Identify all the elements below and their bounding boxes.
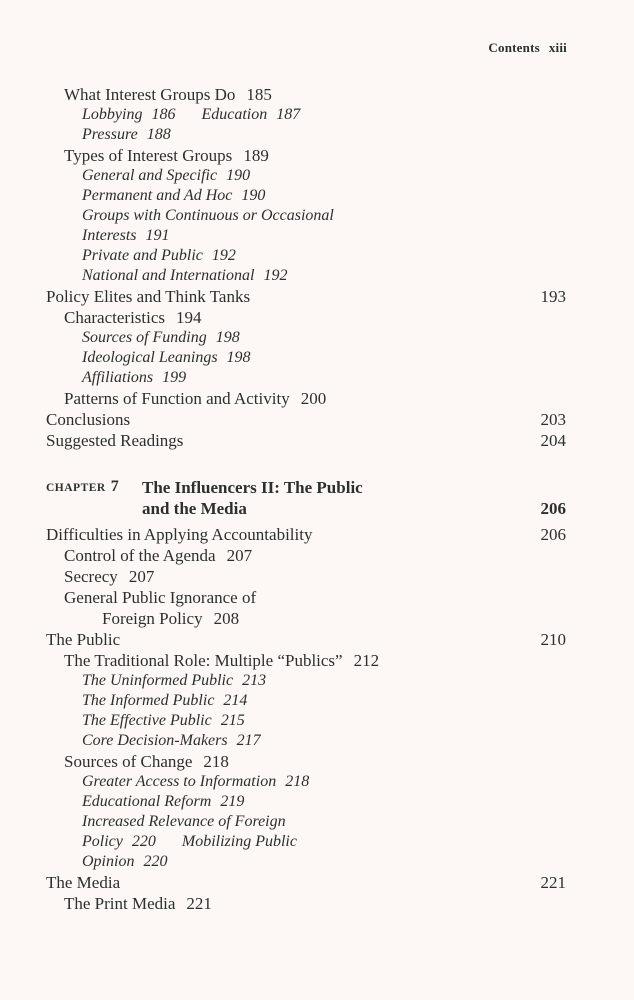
- toc-entry-page-number: 215: [220, 712, 245, 729]
- chapter-page-number: 206: [540, 499, 566, 518]
- toc-entry[interactable]: [46, 409, 566, 430]
- toc-entry-page-number: 194: [176, 308, 202, 327]
- toc-entry-title: The Media: [46, 873, 121, 892]
- toc-entry-title: Opinion: [82, 853, 135, 870]
- toc-entry[interactable]: [46, 105, 566, 125]
- toc-entry[interactable]: [46, 566, 566, 587]
- toc-entry-page-number: 218: [203, 752, 229, 771]
- toc-entry-page-number: 220: [143, 853, 168, 870]
- toc-entry-page-number: 185: [246, 85, 272, 104]
- toc-entry[interactable]: [46, 368, 566, 388]
- chapter-tag: [46, 478, 119, 496]
- toc-entry[interactable]: [46, 772, 566, 792]
- toc-entry-page-number: 188: [146, 126, 171, 143]
- toc-entry-title: Suggested Readings: [46, 431, 184, 450]
- toc-entry[interactable]: [46, 792, 566, 812]
- toc-entry-page-number: 213: [242, 672, 267, 689]
- toc-entry-page-number: 207: [128, 567, 155, 586]
- toc-entry[interactable]: [46, 166, 566, 186]
- toc-entry-title: Educational Reform: [82, 793, 212, 810]
- toc-entry-title: The Informed Public: [82, 692, 215, 709]
- chapter-heading[interactable]: [46, 477, 566, 519]
- toc-entry-title: Foreign Policy: [102, 609, 203, 628]
- toc-entry[interactable]: [46, 388, 566, 409]
- running-head-label: Contents: [488, 40, 540, 55]
- toc-entry-title: Private and Public: [82, 247, 203, 264]
- toc-entry-page-number: 204: [540, 431, 566, 450]
- toc-entry[interactable]: [46, 608, 566, 629]
- toc-entry[interactable]: [46, 286, 566, 307]
- toc-entry-page-number: 212: [353, 651, 380, 670]
- toc-entry[interactable]: [46, 893, 566, 914]
- toc-entry[interactable]: [46, 266, 566, 286]
- toc-entry[interactable]: [46, 731, 566, 751]
- toc-entry-title: Sources of Funding: [82, 329, 207, 346]
- toc-entry-title: The Effective Public: [82, 712, 212, 729]
- toc-entry-title: General Public Ignorance of: [64, 588, 257, 607]
- chapter-title: [46, 477, 566, 519]
- toc-entry-page-number: 208: [213, 609, 240, 628]
- toc-entry-title: Increased Relevance of Foreign: [82, 813, 286, 830]
- chapter-label: CHAPTER: [46, 482, 106, 494]
- toc-entry-runin-page-number: 187: [276, 106, 301, 123]
- toc-entry-title: Ideological Leanings: [82, 349, 218, 366]
- toc-entry-page-number: 210: [540, 630, 566, 649]
- toc-entry-page-number: 207: [226, 546, 253, 565]
- toc-entry[interactable]: [46, 348, 566, 368]
- toc-entry[interactable]: [46, 852, 566, 872]
- toc-entry-title: Permanent and Ad Hoc: [82, 187, 233, 204]
- toc-entry-page-number: 190: [226, 167, 251, 184]
- toc-entry[interactable]: [46, 545, 566, 566]
- toc-entry[interactable]: [46, 691, 566, 711]
- toc-entry-page-number: 192: [211, 247, 236, 264]
- toc-entry-list-before-chapter: [46, 84, 566, 451]
- chapter-title-line-1: The Influencers II: The Public: [142, 478, 363, 497]
- toc-entry-page-number: 198: [226, 349, 251, 366]
- toc-entry[interactable]: [46, 84, 566, 105]
- toc-entry-page-number: 193: [540, 287, 566, 306]
- toc-entry-title: Lobbying: [82, 106, 143, 123]
- toc-entry-title: Sources of Change: [64, 752, 193, 771]
- toc-entry-title: National and International: [82, 267, 255, 284]
- toc-entry-page-number: 219: [220, 793, 245, 810]
- toc-entry[interactable]: [46, 872, 566, 893]
- toc-entry-page-number: 220: [131, 833, 156, 850]
- toc-entry[interactable]: [46, 328, 566, 348]
- toc-entry-title: Greater Access to Information: [82, 773, 277, 790]
- running-head-page: xiii: [548, 40, 567, 55]
- toc-entry-page-number: 198: [215, 329, 240, 346]
- toc-entry-title: Affiliations: [82, 369, 154, 386]
- toc-entry-runin-title: Education: [201, 106, 268, 123]
- toc-entry[interactable]: [46, 307, 566, 328]
- toc-entry-title: Control of the Agenda: [64, 546, 216, 565]
- toc-entry-page-number: 214: [223, 692, 248, 709]
- toc-entry[interactable]: [46, 430, 566, 451]
- table-of-contents: [46, 84, 566, 914]
- chapter-number: 7: [110, 478, 119, 495]
- toc-entry-title: What Interest Groups Do: [64, 85, 236, 104]
- toc-entry[interactable]: [46, 524, 566, 545]
- toc-entry-page-number: 217: [236, 732, 261, 749]
- toc-entry-title: Pressure: [82, 126, 138, 143]
- toc-entry-page-number: 191: [145, 227, 170, 244]
- toc-entry-title: Policy: [82, 833, 123, 850]
- toc-entry-title: Conclusions: [46, 410, 131, 429]
- toc-entry-page-number: 200: [300, 389, 327, 408]
- toc-entry-page-number: 221: [186, 894, 212, 913]
- toc-entry[interactable]: [46, 206, 566, 226]
- toc-entry[interactable]: [46, 751, 566, 772]
- toc-entry[interactable]: [46, 226, 566, 246]
- toc-entry-page-number: 199: [162, 369, 187, 386]
- toc-entry-page-number: 203: [540, 410, 566, 429]
- toc-entry-title: Core Decision-Makers: [82, 732, 228, 749]
- toc-entry-page-number: 221: [540, 873, 566, 892]
- toc-entry[interactable]: [46, 246, 566, 266]
- toc-entry-title: Difficulties in Applying Accountability: [46, 525, 313, 544]
- toc-entry-page-number: 218: [285, 773, 310, 790]
- chapter-title-line-2: and the Media: [142, 499, 247, 518]
- toc-entry[interactable]: [46, 671, 566, 691]
- toc-entry-list-after-chapter: [46, 524, 566, 914]
- toc-entry-title: Characteristics: [64, 308, 166, 327]
- toc-entry-runin-title: Mobilizing Public: [181, 833, 297, 850]
- toc-entry-title: The Uninformed Public: [82, 672, 234, 689]
- toc-entry[interactable]: [46, 186, 566, 206]
- toc-entry-title: Types of Interest Groups: [64, 146, 233, 165]
- toc-entry[interactable]: [46, 812, 566, 832]
- toc-entry-title: Interests: [82, 227, 137, 244]
- toc-entry-title: Groups with Continuous or Occasional: [82, 207, 334, 224]
- toc-entry-title: General and Specific: [82, 167, 218, 184]
- toc-entry-title: Patterns of Function and Activity: [64, 389, 290, 408]
- toc-entry-title: The Print Media: [64, 894, 176, 913]
- toc-entry-page-number: 206: [540, 525, 566, 544]
- toc-entry-page-number: 186: [151, 106, 176, 123]
- toc-entry-title: Secrecy: [64, 567, 118, 586]
- toc-entry[interactable]: [46, 650, 566, 671]
- toc-entry-title: The Traditional Role: Multiple “Publics”: [64, 651, 343, 670]
- toc-entry[interactable]: [46, 125, 566, 145]
- toc-entry-page-number: 192: [263, 267, 288, 284]
- toc-entry[interactable]: [46, 145, 566, 166]
- chapter-title-line-2-wrap: [142, 498, 566, 519]
- toc-entry[interactable]: [46, 587, 566, 608]
- toc-entry-page-number: 189: [243, 146, 269, 165]
- toc-entry[interactable]: [46, 711, 566, 731]
- toc-entry-title: Policy Elites and Think Tanks: [46, 287, 251, 306]
- toc-entry[interactable]: [46, 629, 566, 650]
- toc-entry[interactable]: [46, 832, 566, 852]
- running-head: [488, 40, 567, 56]
- toc-entry-title: The Public: [46, 630, 121, 649]
- toc-entry-page-number: 190: [241, 187, 266, 204]
